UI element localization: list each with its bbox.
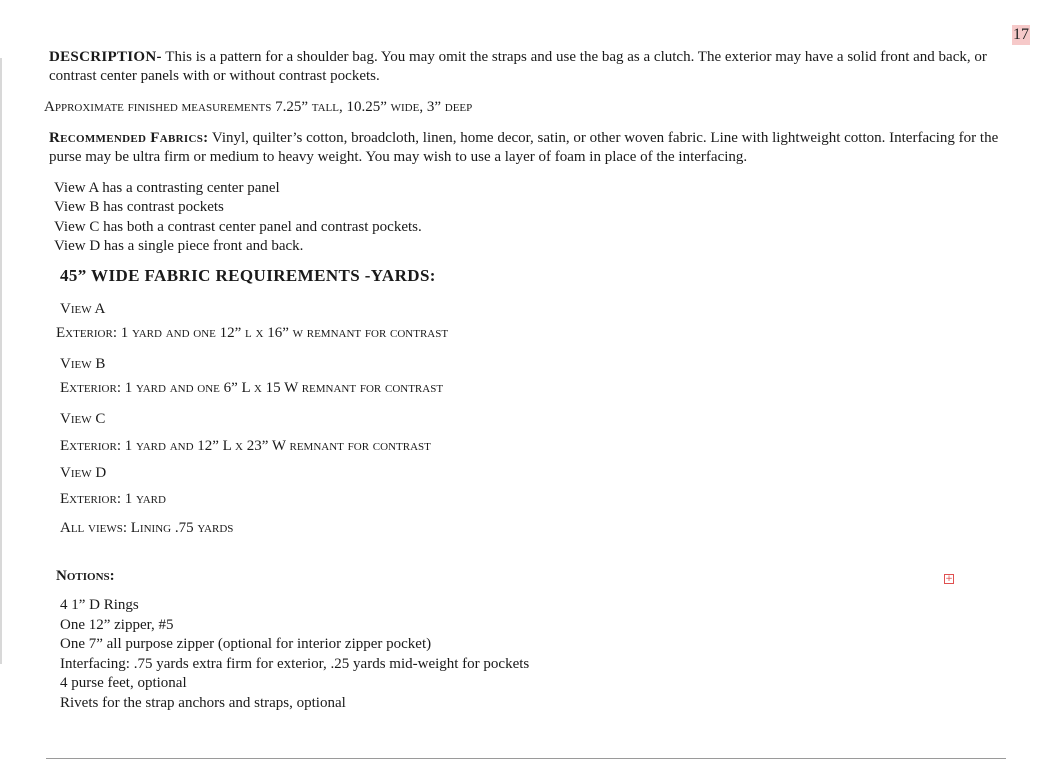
view-description: View D has a single piece front and back. (54, 237, 304, 254)
notions-heading: Notions: (56, 568, 115, 584)
notion-item: One 7” all purpose zipper (optional for interior zipper pocket) (60, 636, 432, 653)
notion-item: Interfacing: .75 yards extra firm for exterior, .25 yards mid-weight for pockets (60, 655, 530, 672)
fabrics-label: Recommended Fabrics: (49, 130, 209, 146)
fabrics-text: Vinyl, quilter’s cotton, broadcloth, linen, home decor, satin, or other woven fabric. Line with lightweight cotton. Interfacing for the purse may be ultra firm or medium to heavy weight. You may wish to use a layer of foam in place of the interfacing. (49, 130, 999, 165)
notion-item: Rivets for the strap anchors and straps, optional (60, 694, 346, 711)
view-a-title: View A (60, 301, 106, 317)
notion-item: 4 1” D Rings (60, 597, 139, 613)
expand-comment-icon[interactable]: + (945, 574, 953, 584)
views-list (54, 179, 422, 256)
all-views-lining: All views: Lining .75 yards (60, 520, 234, 536)
description-paragraph (49, 48, 999, 86)
view-description: View B has contrast pockets (54, 199, 224, 216)
notion-item: One 12” zipper, #5 (60, 616, 174, 633)
view-description: View C has both a contrast center panel and contrast pockets. (54, 218, 422, 235)
notions-list (60, 596, 529, 714)
fabric-requirements-heading: 45” WIDE FABRIC REQUIREMENTS -YARDS: (60, 266, 436, 285)
description-label: DESCRIPTION- (49, 49, 162, 65)
view-d-exterior: Exterior: 1 yard (60, 491, 166, 507)
finished-measurements: Approximate finished measurements 7.25” tall, 10.25” wide, 3” deep (44, 99, 473, 115)
view-b-exterior: Exterior: 1 yard and one 6” L x 15 W remnant for contrast (60, 380, 444, 396)
view-b-title: View B (60, 356, 106, 372)
view-d-title: View D (60, 465, 107, 481)
recommended-fabrics-paragraph (49, 129, 1009, 167)
notion-item: 4 purse feet, optional (60, 675, 187, 692)
footer-rule (46, 758, 1006, 759)
view-c-exterior: Exterior: 1 yard and 12” L x 23” W remnant for contrast (60, 438, 431, 454)
view-description: View A has a contrasting center panel (54, 180, 280, 196)
page-edge-line (0, 58, 2, 664)
view-c-title: View C (60, 411, 106, 427)
view-a-exterior: Exterior: 1 yard and one 12” l x 16” w remnant for contrast (56, 325, 449, 341)
description-text: This is a pattern for a shoulder bag. You may omit the straps and use the bag as a clutch. The exterior may have a solid front and back, or contrast center panels with or without contrast pockets. (49, 49, 987, 84)
page-number: 17 (1013, 26, 1029, 43)
